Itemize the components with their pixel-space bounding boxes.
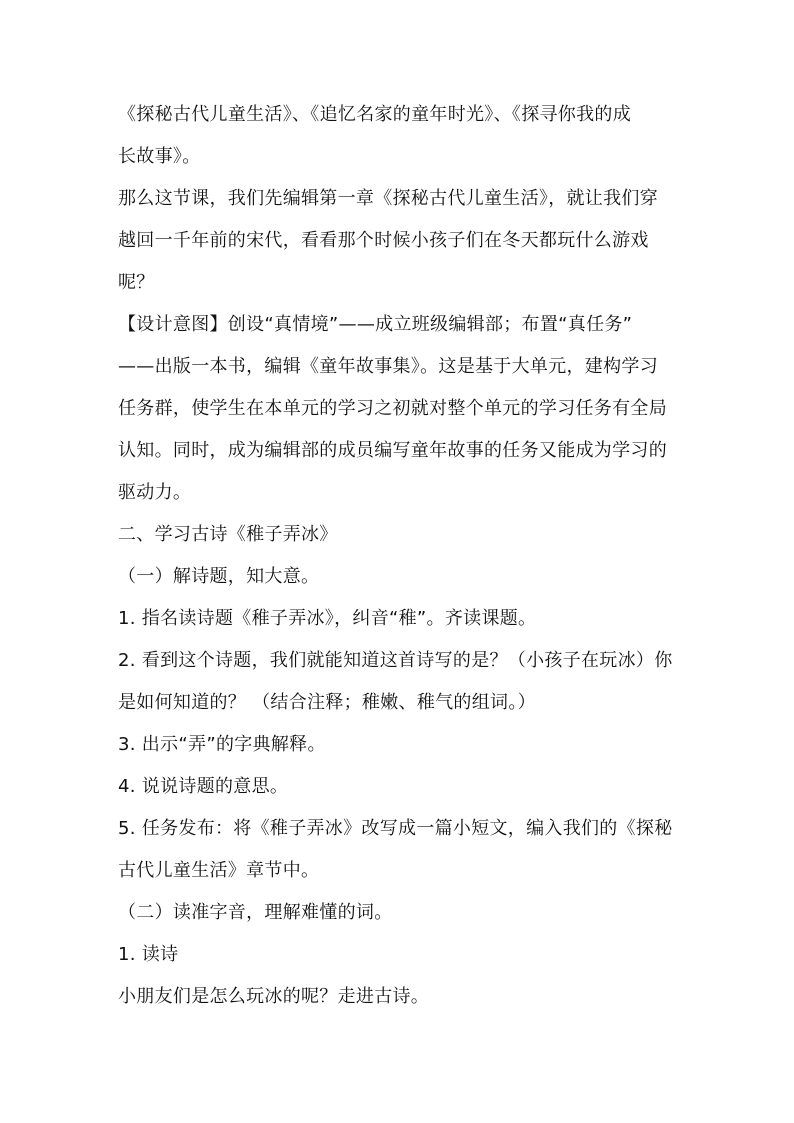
text-line: 驱动力。 [118,482,192,503]
text-line: 任务群，使学生在本单元的学习之初就对整个单元的学习任务有全局 [118,398,667,419]
section-heading: 二、学习古诗《稚子弄冰》 [118,524,338,545]
list-item: 3. 出示“弄”的字典解释。 [118,734,326,755]
text-line: ——出版一本书，编辑《童年故事集》。这是基于大单元，建构学习 [118,356,658,377]
list-item: 2. 看到这个诗题，我们就能知道这首诗写的是？（小孩子在玩冰）你 [118,650,673,671]
text-line: 认知。同时，成为编辑部的成员编写童年故事的任务又能成为学习的 [118,440,667,461]
text-line: 呢？ [118,272,155,293]
subsection-heading: （一）解诗题，知大意。 [118,566,320,587]
list-item: 1. 读诗 [118,944,179,965]
design-intent-line: 【设计意图】创设“真情境”——成立班级编辑部；布置“真任务” [118,314,633,335]
text-line: 长故事》。 [118,146,201,167]
list-item: 1. 指名读诗题《稚子弄冰》，纠音“稚”。齐读课题。 [118,608,537,629]
list-item: 4. 说说诗题的意思。 [118,776,289,797]
text-line: 古代儿童生活》章节中。 [118,860,320,881]
text-line: 《探秘古代儿童生活》、《追忆名家的童年时光》、《探寻你我的成 [118,104,631,125]
list-item: 5. 任务发布：将《稚子弄冰》改写成一篇小短文，编入我们的《探秘 [118,818,673,839]
subsection-heading: （二）读准字音，理解难懂的词。 [118,902,393,923]
text-line: 小朋友们是怎么玩冰的呢？走进古诗。 [118,986,430,1007]
text-line: 那么这节课，我们先编辑第一章《探秘古代儿童生活》，就让我们穿 [118,188,658,209]
text-line: 是如何知道的？ （结合注释；稚嫩、稚气的组词。） [118,692,536,713]
text-line: 越回一千年前的宋代，看看那个时候小孩子们在冬天都玩什么游戏 [118,230,649,251]
